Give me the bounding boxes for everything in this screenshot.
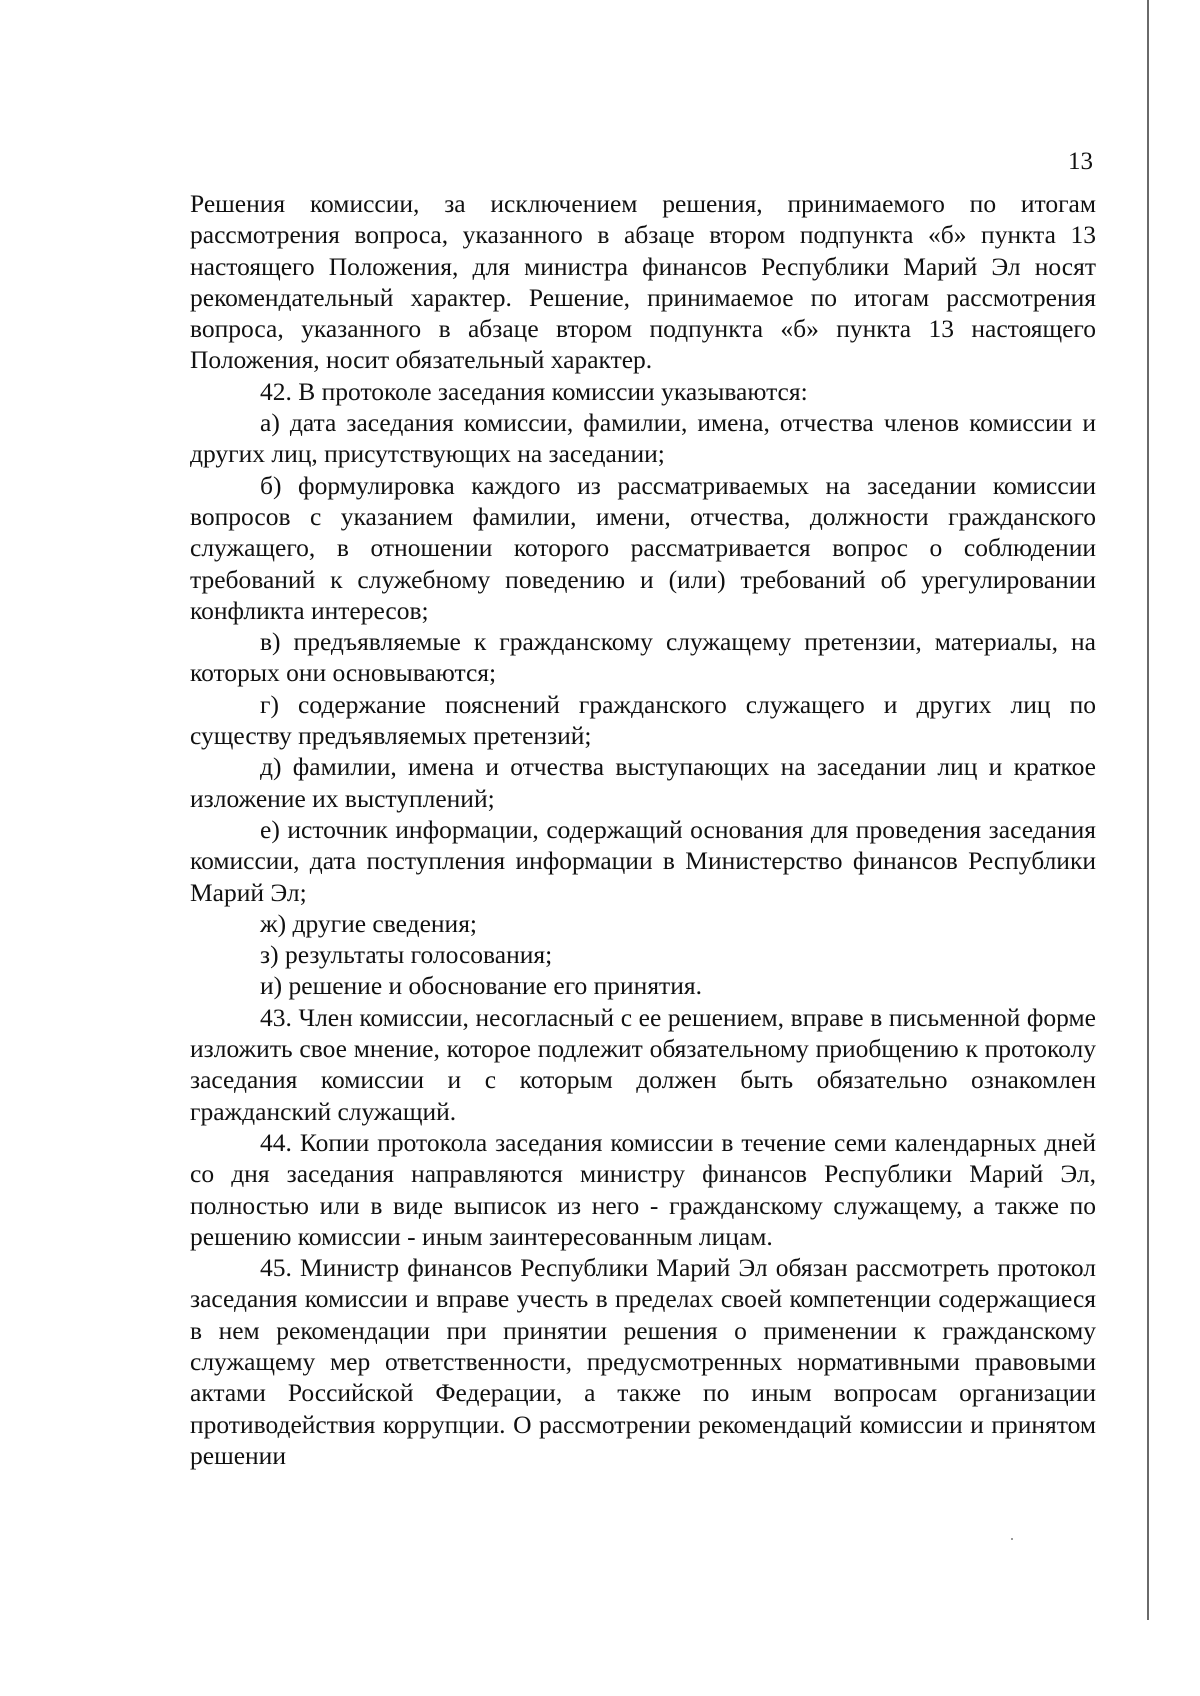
- list-item-v: в) предъявляемые к гражданскому служащему претензии, материалы, на которых они основываются;: [190, 627, 1096, 688]
- scan-artifact-dot: [1011, 1538, 1013, 1540]
- paragraph-45-minister: 45. Министр финансов Республики Марий Эл обязан рассмотреть протокол заседания комиссии и вправе учесть в пределах своей компетенции содержащиеся в нем рекомендации при принятии решения о применении к гражданскому служащему мер ответственности, предусмотренных нормативными правовыми актами Российской Федерации, а также по иным вопросам организации противодействия коррупции. О рассмотрении рекомендаций комиссии и принятом решении: [190, 1253, 1096, 1470]
- list-item-e: е) источник информации, содержащий основания для проведения заседания комиссии, дата поступления информации в Министерство финансов Республики Марий Эл;: [190, 814, 1096, 907]
- page-number: 13: [1068, 148, 1093, 175]
- scan-edge-line: [1147, 0, 1149, 1620]
- list-item-zh: ж) другие сведения;: [260, 908, 478, 938]
- list-item-a: а) дата заседания комиссии, фамилии, имена, отчества членов комиссии и других лиц, присутствующих на заседании;: [190, 408, 1096, 469]
- list-item-b: б) формулировка каждого из рассматриваемых на заседании комиссии вопросов с указанием фамилии, имени, отчества, должности гражданского служащего, в отношении которого рассматривается вопрос о соблюдении требований к служебному поведению и (или) требований об урегулировании конфликта интересов;: [190, 470, 1096, 625]
- document-body: [190, 188, 1096, 1471]
- list-item-i: и) решение и обоснование его принятия.: [260, 971, 702, 1001]
- paragraph-42-protocol: 42. В протоколе заседания комиссии указываются:: [260, 376, 808, 406]
- paragraph-44-copies: 44. Копии протокола заседания комиссии в течение семи календарных дней со дня заседания направляются министру финансов Республики Марий Эл, полностью или в виде выписок из него - гражданскому служащему, а также по решению комиссии - иным заинтересованным лицам.: [190, 1127, 1096, 1251]
- paragraph-commission-decisions: Решения комиссии, за исключением решения, принимаемого по итогам рассмотрения вопроса, указанного в абзаце втором подпункта «б» пункта 13 настоящего Положения, для министра финансов Республики Марий Эл носят рекомендательный характер. Решение, принимаемое по итогам рассмотрения вопроса, указанного в абзаце втором подпункта «б» пункта 13 настоящего Положения, носит обязательный характер.: [190, 189, 1096, 375]
- list-item-d: д) фамилии, имена и отчества выступающих на заседании лиц и краткое изложение их выступлений;: [190, 752, 1096, 813]
- list-item-g: г) содержание пояснений гражданского служащего и других лиц по существу предъявляемых претензий;: [190, 689, 1096, 751]
- list-item-z: з) результаты голосования;: [260, 940, 553, 970]
- paragraph-43-dissent: 43. Член комиссии, несогласный с ее решением, вправе в письменной форме изложить свое мнение, которое подлежит обязательному приобщению к протоколу заседания комиссии и с которым должен быть обязательно ознакомлен гражданский служащий.: [190, 1002, 1096, 1126]
